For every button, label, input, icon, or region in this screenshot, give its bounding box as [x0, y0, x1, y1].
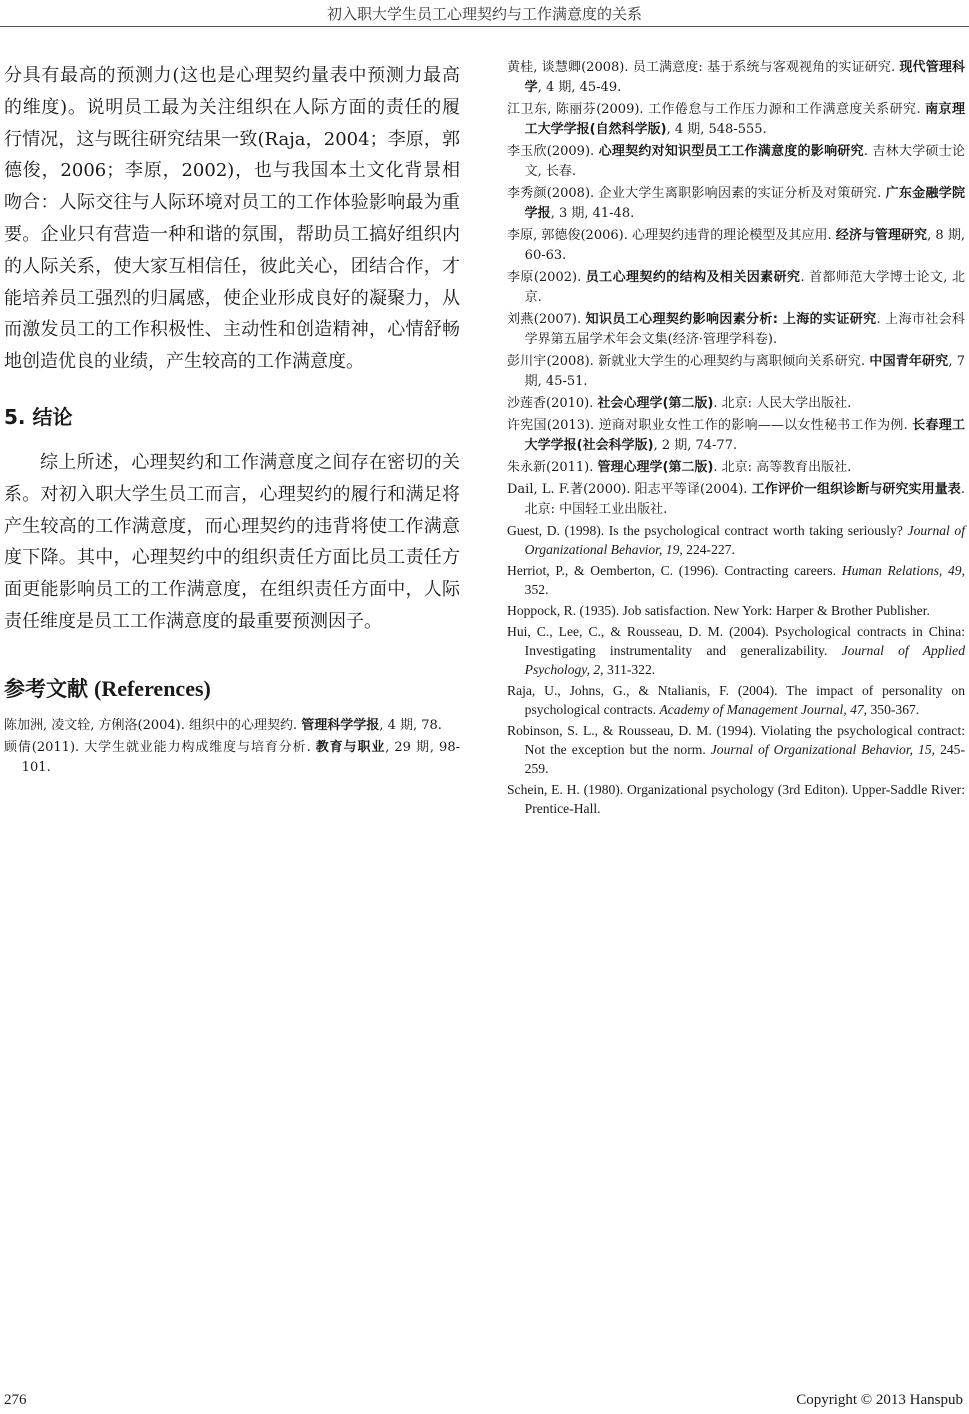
right-column [507, 57, 965, 820]
copyright-notice: Copyright © 2013 Hanspub [796, 1392, 963, 1408]
reference-entry: Guest, D. (1998). Is the psychological contract worth taking seriously? Journal of Organizational Behavior, 19, 224-227. [507, 523, 965, 557]
reference-entry: 李玉欣(2009). 心理契约对知识型员工工作满意度的影响研究. 吉林大学硕士论文, 长春. [507, 144, 965, 179]
reference-entry: 李原, 郭德俊(2006). 心理契约违背的理论模型及其应用. 经济与管理研究, 8 期, 60-63. [507, 228, 965, 263]
reference-entry: 朱永新(2011). 管理心理学(第二版). 北京: 高等教育出版社. [507, 460, 852, 475]
reference-list-english [507, 521, 965, 818]
reference-entry: Raja, U., Johns, G., & Ntalianis, F. (2004). The impact of personality on psychological contracts. Academy of Management Journal, 47, 350-367. [507, 683, 965, 717]
header-rule [0, 26, 969, 27]
reference-entry: 顾倩(2011). 大学生就业能力构成维度与培育分析. 教育与职业, 29 期, 98-101. [4, 739, 460, 775]
references-heading [4, 673, 460, 703]
reference-entry: 江卫东, 陈丽芬(2009). 工作倦怠与工作压力源和工作满意度关系研究. 南京理工大学学报(自然科学版), 4 期, 548-555. [507, 102, 965, 137]
reference-entry: 许宪国(2013). 逆商对职业女性工作的影响——以女性秘书工作为例. 长春理工大学学报(社会科学版), 2 期, 74-77. [507, 418, 965, 453]
reference-entry: Hui, C., Lee, C., & Rousseau, D. M. (2004). Psychological contracts in China: Investigating instrumentality and generalizability. Journal of Applied Psychology, 2, 311-322. [507, 624, 965, 677]
reference-entry: Hoppock, R. (1935). Job satisfaction. New York: Harper & Brother Publisher. [507, 603, 930, 618]
reference-list-right [507, 57, 965, 519]
reference-entry: Dail, L. F.著(2000). 阳志平等译(2004). 工作评价一组织诊断与研究实用量表. 北京: 中国轻工业出版社. [507, 482, 965, 517]
reference-entry: Robinson, S. L., & Rousseau, D. M. (1994). Violating the psychological contract: Not the exception but the norm. Journal of Organizational Behavior, 15, 245-259. [507, 723, 965, 776]
reference-entry: 李秀颜(2008). 企业大学生离职影响因素的实证分析及对策研究. 广东金融学院学报, 3 期, 41-48. [507, 186, 965, 221]
reference-entry: 沙莲香(2010). 社会心理学(第二版). 北京: 人民大学出版社. [507, 396, 852, 411]
reference-list-left [4, 715, 460, 777]
reference-entry: 陈加洲, 凌文辁, 方俐洛(2004). 组织中的心理契约. 管理科学学报, 4 期, 78. [4, 717, 442, 733]
references-heading-en: (References) [94, 675, 211, 701]
reference-entry: Schein, E. H. (1980). Organizational psychology (3rd Editon). Upper-Saddle River: Prentice-Hall. [507, 782, 965, 816]
reference-entry: 刘燕(2007). 知识员工心理契约影响因素分析: 上海的实证研究. 上海市社会科学界第五届学术年会文集(经济·管理学科卷). [507, 312, 965, 347]
body-paragraph-2: 综上所述，心理契约和工作满意度之间存在密切的关系。对初入职大学生员工而言，心理契约的履行和满足将产生较高的工作满意度，而心理契约的违背将使工作满意度下降。其中，心理契约中的组织责任方面比员工责任方面更能影响员工的工作满意度，在组织责任方面中，人际责任维度是员工工作满意度的最重要预测因子。 [4, 451, 460, 632]
reference-entry: 李原(2002). 员工心理契约的结构及相关因素研究. 首都师范大学博士论文, 北京. [507, 270, 965, 305]
section-title-conclusion: 5. 结论 [4, 404, 73, 429]
reference-entry: Herriot, P., & Oemberton, C. (1996). Contracting careers. Human Relations, 49, 352. [507, 563, 966, 597]
reference-entry: 彭川宇(2008). 新就业大学生的心理契约与离职倾向关系研究. 中国青年研究, 7 期, 45-51. [507, 354, 965, 389]
running-header: 初入职大学生员工心理契约与工作满意度的关系 [326, 5, 642, 23]
references-heading-cn: 参考文献 [4, 676, 88, 701]
reference-entry: 黄桂, 谈慧卿(2008). 员工满意度: 基于系统与客观视角的实证研究. 现代管理科学, 4 期, 45-49. [507, 60, 965, 95]
body-paragraph-1: 分具有最高的预测力(这也是心理契约量表中预测力最高的维度)。说明员工最为关注组织在人际方面的责任的履行情况，这与既往研究结果一致(Raja，2004；李原，郭德俊，2006；李原，2002)，也与我国本土文化背景相吻合：人际交往与人际环境对员工的工作体验影响最为重要。企业只有营造一种和谐的氛围，帮助员工搞好组织内的人际关系，使大家互相信任，彼此关心，团结合作，才能培养员工强烈的归属感，使企业形成良好的凝聚力，从而激发员工的工作积极性、主动性和创造精神，心情舒畅地创造优良的业绩，产生较高的工作满意度。 [4, 65, 460, 373]
left-column [4, 60, 460, 779]
page-number: 276 [4, 1392, 27, 1408]
